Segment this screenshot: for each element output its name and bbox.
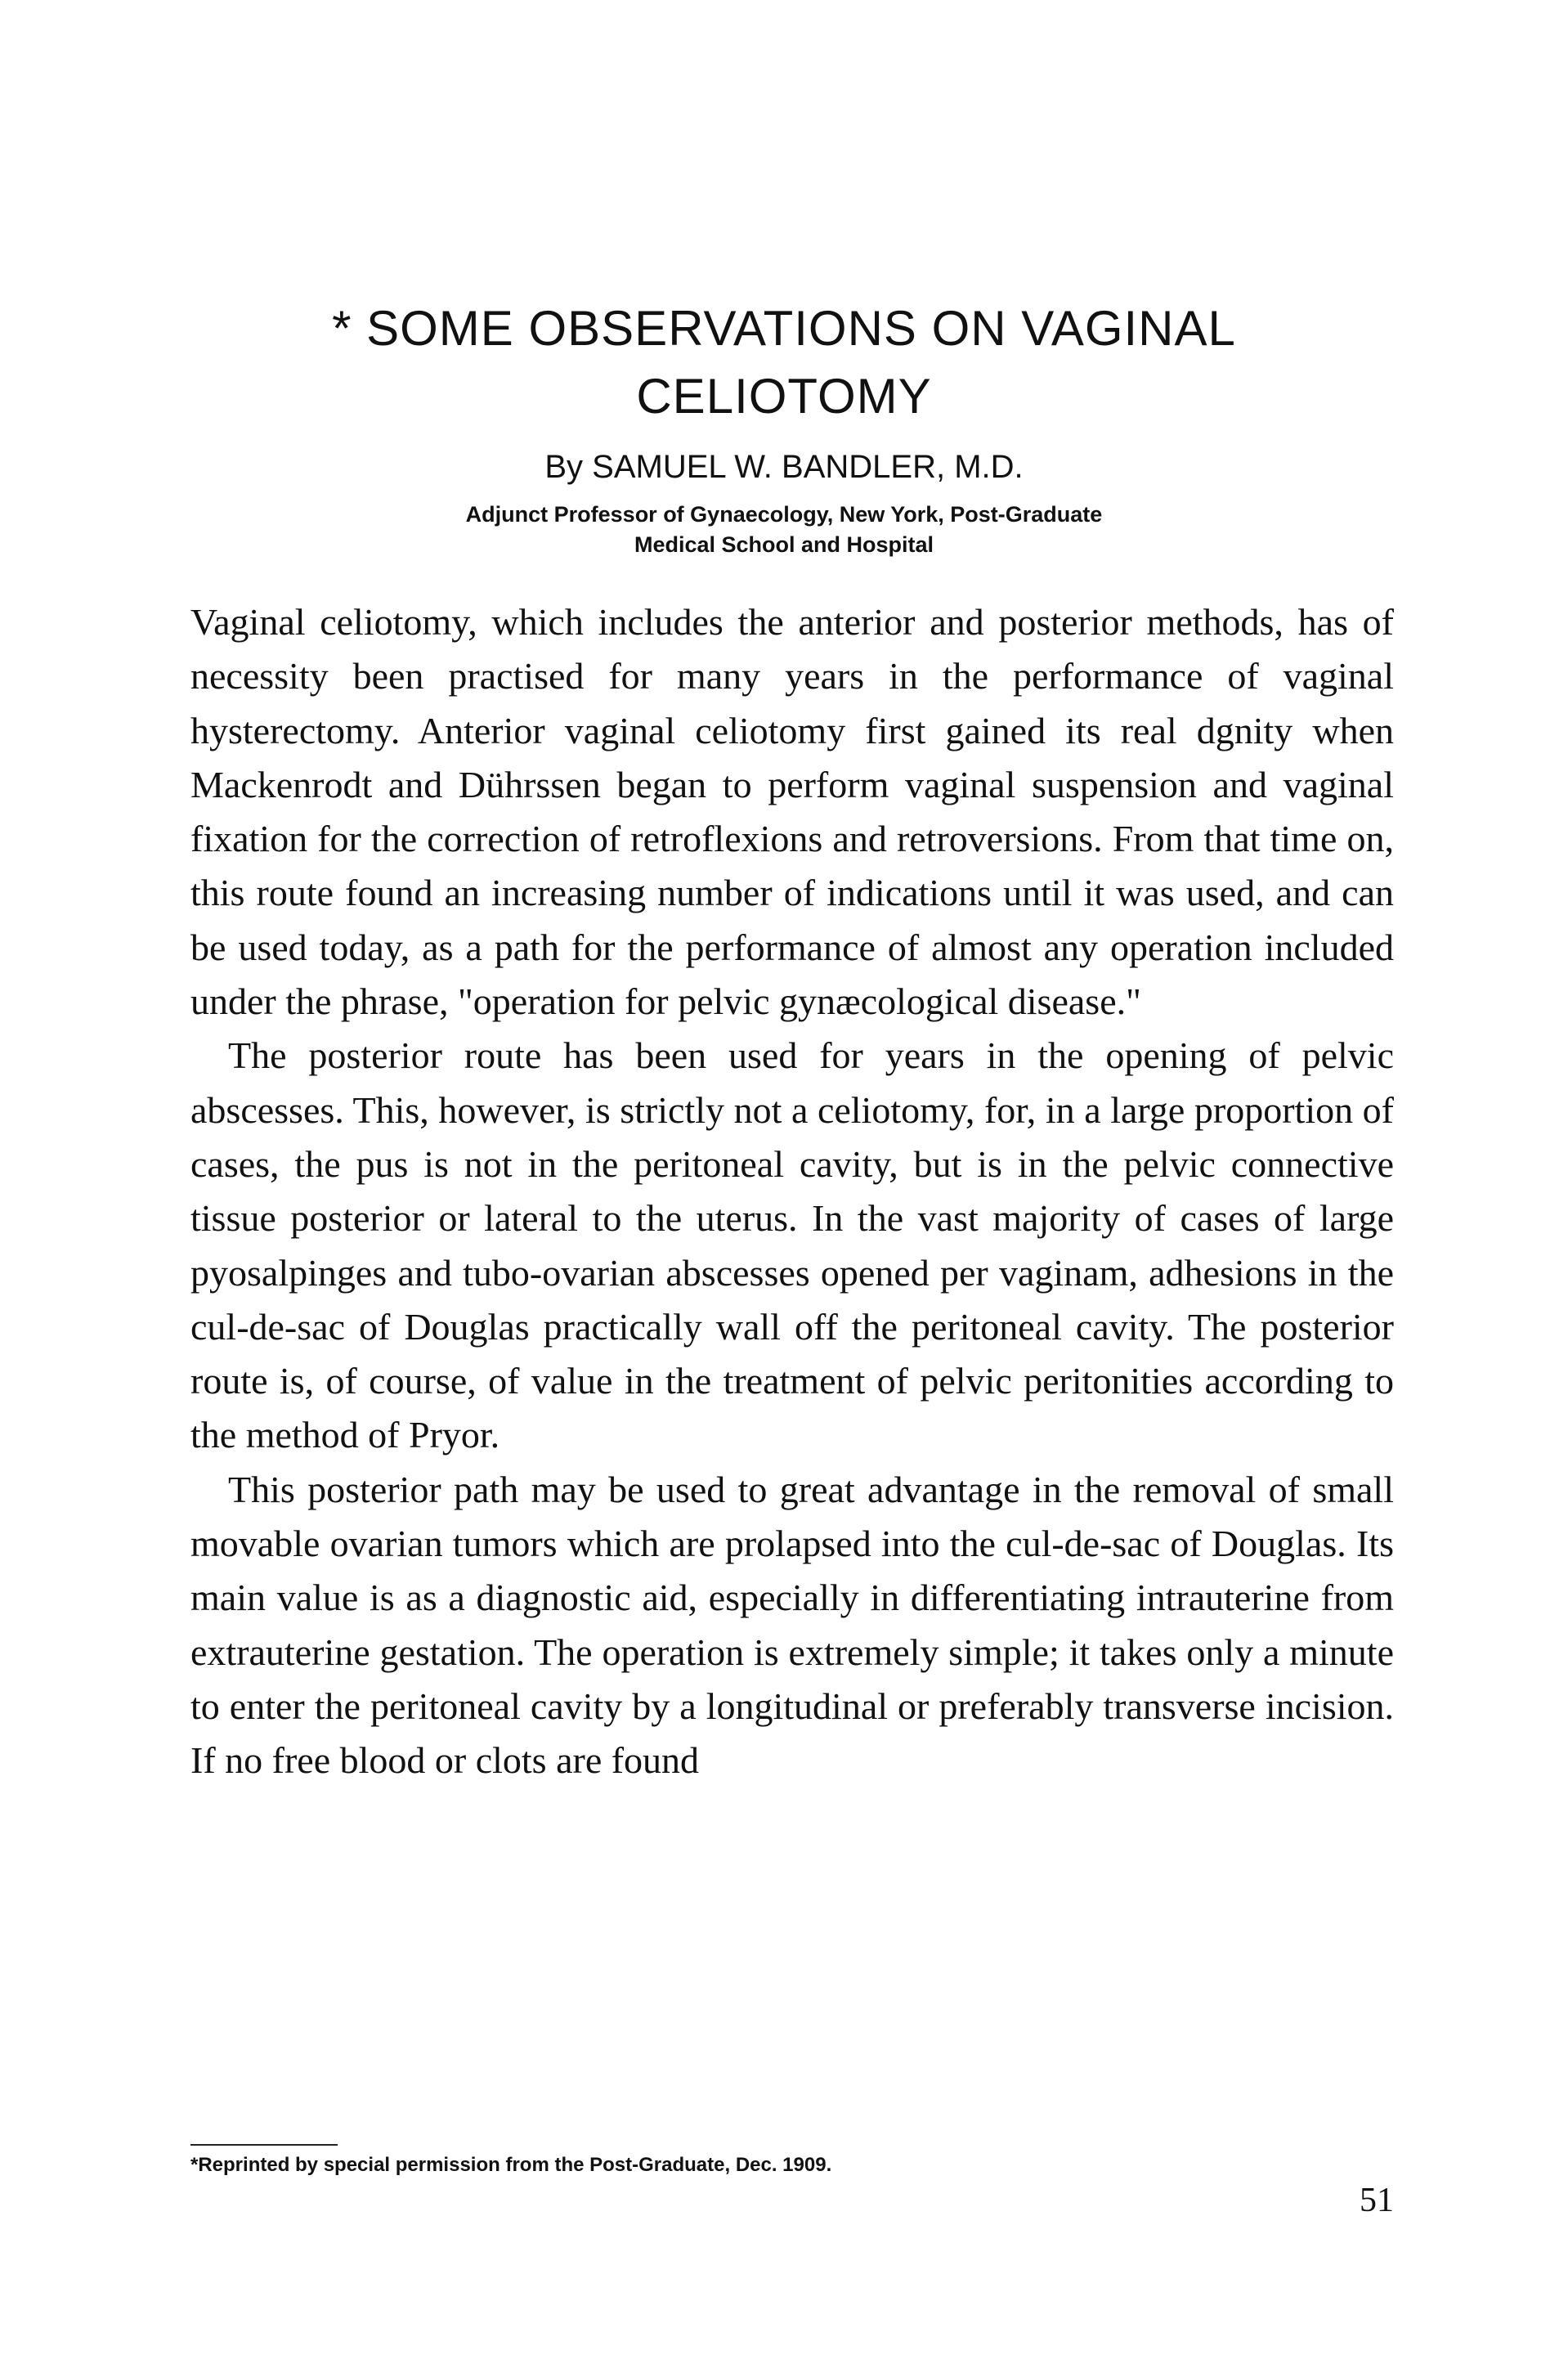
author-affiliation-line-1: Adjunct Professor of Gynaecology, New York, Post-Graduate [465,502,1103,527]
body-paragraph: This posterior path may be used to great advantage in the removal of small movable ovarian tumors which are prolapsed into the cul-de-sac of Douglas. Its main value is as a diagnostic aid, especially in differentiating intrauterine from extrauterine gestation. The operation is extremely simple; it takes only a minute to enter the peritoneal cavity by a longitudinal or preferably transverse incision. If no free blood or clots are found [190,1468,1394,1782]
article-title-line-1: * SOME OBSERVATIONS ON VAGINAL [332,301,1236,356]
footnote: *Reprinted by special permission from the Post-Graduate, Dec. 1909. [190,2154,832,2176]
body-paragraph: The posterior route has been used for years in the opening of pelvic abscesses. This, however, is strictly not a celiotomy, for, in a large proportion of cases, the pus is not in the peritoneal cavity, but is in the pelvic connective tissue posterior or lateral to the uterus. In the vast majority of cases of large pyosalpinges and tubo-ovarian abscesses opened per vaginam, adhesions in the cul-de-sac of Douglas practically wall off the peritoneal cavity. The posterior route is, of course, of value in the treatment of pelvic peritonities according to the method of Pryor. [190,1034,1394,1456]
article-body [190,595,1394,1788]
page-number: 51 [1360,2182,1394,2219]
author-byline: By SAMUEL W. BANDLER, M.D. [544,449,1024,485]
author-affiliation-line-2: Medical School and Hospital [634,532,934,557]
footnote-divider [190,2144,338,2146]
body-paragraph: Vaginal celiotomy, which includes the anterior and posterior methods, has of necessity been practised for many years in the performance of vaginal hysterectomy. Anterior vaginal celiotomy first gained its real dgnity when Mackenrodt and Dührssen began to perform vaginal suspension and vaginal fixation for the correction of retroflexions and retroversions. From that time on, this route found an increasing number of indications until it was used, and can be used today, as a path for the performance of almost any operation included under the phrase, "operation for pelvic gynæcological disease." [190,601,1394,1023]
article-title-line-2: CELIOTOMY [636,369,932,424]
